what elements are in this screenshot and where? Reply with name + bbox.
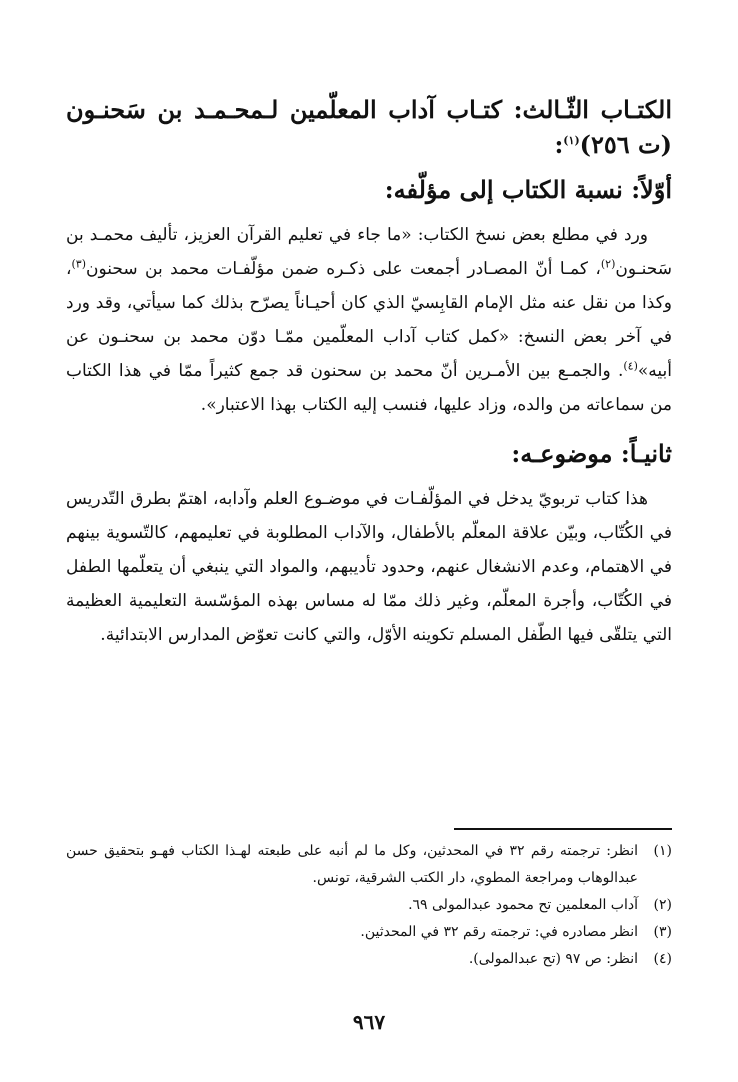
section-heading-subject: ثانيـاً: موضوعـه: <box>511 439 672 468</box>
paragraph-attribution <box>66 218 672 422</box>
chapter-title-text: الكتـاب الثّـالث: كتـاب آداب المعلّمين لـمحـمـد بن سَحنـون <box>66 95 672 124</box>
footnote-number: (٤) <box>653 951 672 967</box>
footnote-number: (١) <box>653 843 672 859</box>
chapter-title-tail <box>66 128 672 162</box>
paragraph-text: . والجمـع بين الأمـرين أنّ محمد بن سحنون قد جمع كثيراً ممّا في هذا الكتاب من سماعاته من والده، وزاد عليها، فنسب إليه الكتاب بهذا الاعتبار». <box>66 361 672 415</box>
footnote-item <box>66 919 672 946</box>
death-date: (ت ٢٥٦) <box>579 130 672 159</box>
footnote-text: انظر: ص ٩٧ (تح عبدالمولى). <box>468 951 638 967</box>
footnote-ref-3: (٣) <box>71 257 87 271</box>
footnote-item <box>66 946 672 973</box>
footnote-ref-2: (٢) <box>600 257 616 271</box>
footnote-text: انظر مصادره في: ترجمته رقم ٣٢ في المحدثين. <box>360 924 638 940</box>
title-colon: : <box>554 130 564 159</box>
footnote-number: (٢) <box>653 897 672 913</box>
footnote-ref-1: (١) <box>563 134 580 147</box>
chapter-title <box>66 92 672 128</box>
paragraph-text: ، كمـا أنّ المصـادر أجمعت على ذكـره ضمن مؤلّفـات محمد بن سحنون <box>86 259 601 279</box>
footnote-text: آداب المعلمين تح محمود عبدالمولى ٦٩. <box>408 897 638 913</box>
footnote-item <box>66 892 672 919</box>
chapter-title-block <box>66 92 672 162</box>
footnote-text: انظر: ترجمته رقم ٣٢ في المحدثين، وكل ما لم أنبه على طبعته لهـذا الكتاب فهـو بتحقيق حسن عبدالوهاب ومراجعة المطوي، دار الكتب الشرقية، تونس. <box>66 843 638 886</box>
page-number: ٩٦٧ <box>352 1010 386 1034</box>
paragraph-subject: هذا كتاب تربويّ يدخل في المؤلّفـات في موضـوع العلم وآدابه، اهتمّ بطرق التّدريس في الكُتّاب، وبيّن علاقة المعلّم بالأطفال، والآداب المطلوبة في تعليمهم، كالتّسوية بينهم في الاهتمام، وعدم الانشغال عنهم، وحدود تأديبهم، والمواد التي ينبغي أن يتعلّمها الطفل في الكُتّاب، وأجرة المعلّم، وغير ذلك ممّا له مساس بهذه المؤسّسة التعليمية العظيمة التي يتلقّى فيها الطّفل المسلم تكوينه الأوّل، والتي كانت تعوّض المدارس الابتدائية. <box>66 489 672 645</box>
footnote-number: (٣) <box>653 924 672 940</box>
footnotes <box>66 838 672 973</box>
section-heading-attribution: أوّلاً: نسبة الكتاب إلى مؤلّفه: <box>384 175 672 204</box>
footnote-item <box>66 838 672 892</box>
footnote-ref-4: (٤) <box>623 359 638 373</box>
paragraph-text: ، وكذا من نقل عنه مثل الإمام القابِسيّ الذي كان أحيـاناً يصرّح بذلك كما سيأتي، وقد ورد في آخر بعض النسخ: «كمل كتاب آداب المعلّمين ممّـا دوّن محمد بن سحنـون عن أبيه» <box>66 259 672 381</box>
paragraph-text: ورد في مطلع بعض نسخ الكتاب: «ما جاء في تعليم القرآن العزيز، تأليف محمـد بن سَحنـون <box>66 225 672 279</box>
footnote-divider <box>454 828 672 830</box>
